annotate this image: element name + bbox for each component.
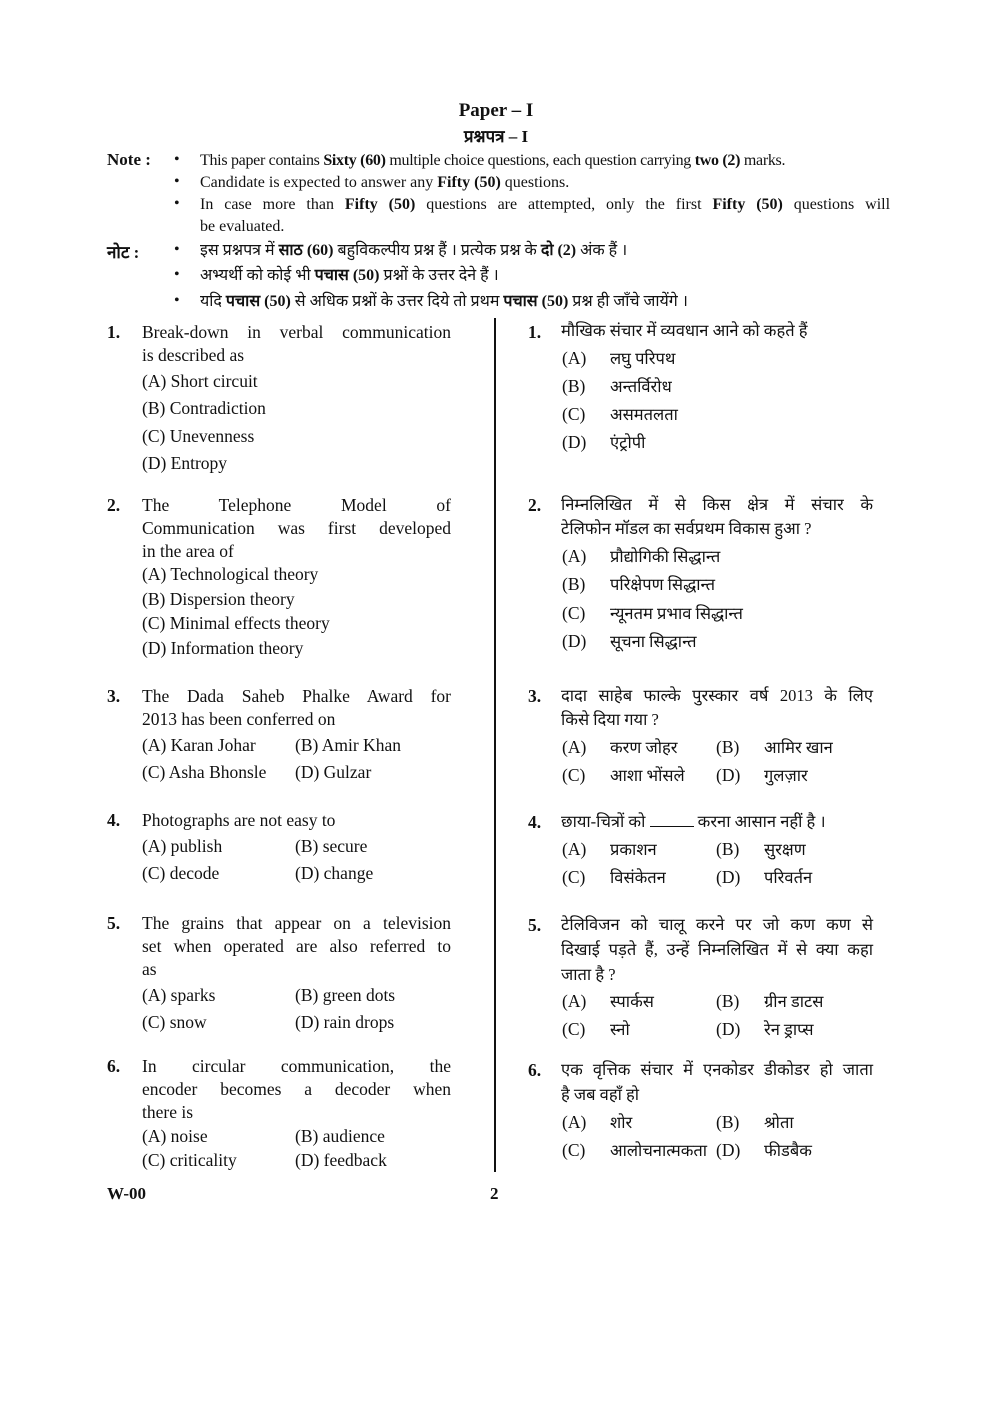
option-a: स्पार्कस: [610, 992, 654, 1011]
option-a: (A) Karan Johar: [142, 735, 256, 755]
option-c-label: (C): [562, 1019, 586, 1039]
option-c: स्नो: [610, 1020, 630, 1039]
option-d-label: (D): [716, 1019, 741, 1039]
note-line-2: Candidate is expected to answer any Fifty (50) questions.: [200, 174, 570, 191]
option-a: (A) Short circuit: [142, 371, 258, 391]
question-text: Break-down in verbal communication: [142, 322, 451, 342]
option-a-label: (A): [562, 839, 587, 859]
question-number: 3.: [107, 686, 121, 706]
question-text: एक वृत्तिक संचार में एनकोडर डीकोडर हो जाता: [561, 1060, 873, 1079]
option-b: अन्तर्विरोध: [610, 377, 672, 396]
option-d-label: (D): [716, 1140, 741, 1160]
question-text: encoder becomes a decoder when: [142, 1079, 451, 1099]
bullet-icon: •: [174, 173, 180, 190]
question-number: 4.: [107, 810, 121, 830]
option-c: (C) Unevenness: [142, 426, 255, 446]
option-b: (B) secure: [295, 836, 368, 856]
bullet-icon: •: [174, 241, 180, 258]
question-text: is described as: [142, 345, 245, 365]
page-number: 2: [490, 1184, 499, 1203]
option-c: (C) Minimal effects theory: [142, 613, 330, 633]
option-c: न्यूनतम प्रभाव सिद्धान्त: [610, 604, 743, 623]
option-c: (C) Asha Bhonsle: [142, 762, 267, 782]
question-text: there is: [142, 1102, 194, 1122]
question-text: In circular communication, the: [142, 1056, 451, 1076]
option-a-label: (A): [562, 546, 587, 566]
option-b-label: (B): [716, 991, 740, 1011]
question-number: 4.: [528, 812, 542, 832]
option-d: (D) change: [295, 863, 374, 883]
option-b: (B) audience: [295, 1126, 385, 1146]
option-c: असमतलता: [610, 405, 678, 424]
question-number: 6.: [528, 1060, 542, 1080]
question-text: 2013 has been conferred on: [142, 709, 336, 729]
question-text: है जब वहाँ हो: [561, 1085, 640, 1104]
question-text: दादा साहेब फाल्के पुरस्कार वर्ष 2013 के लिए: [561, 686, 873, 705]
note-label-hindi: नोट :: [107, 243, 140, 262]
option-b: श्रोता: [764, 1113, 794, 1132]
option-c: (C) snow: [142, 1012, 207, 1032]
question-number: 2.: [528, 495, 542, 515]
option-b: ग्रीन डाटस: [764, 992, 824, 1011]
option-c-label: (C): [562, 867, 586, 887]
option-c: (C) decode: [142, 863, 220, 883]
question-number: 1.: [107, 322, 121, 342]
option-d: (D) Entropy: [142, 453, 228, 473]
question-text: निम्नलिखित में से किस क्षेत्र में संचार के: [561, 495, 873, 514]
question-text: set when operated are also referred to: [142, 936, 451, 956]
question-number: 5.: [107, 913, 121, 933]
note-line-3: In case more than Fifty (50) questions are attempted, only the first Fifty (50) questions will: [200, 196, 891, 213]
note-line-1: This paper contains Sixty (60) multiple choice questions, each question carrying two (2) marks.: [200, 152, 786, 169]
question-text: छाया-चित्रों को करना आसान नहीं है ।: [561, 812, 826, 831]
option-b-label: (B): [716, 839, 740, 859]
option-c: आलोचनात्मकता: [610, 1141, 708, 1160]
question-text: as: [142, 959, 157, 979]
option-d: (D) rain drops: [295, 1012, 395, 1032]
option-a: (A) publish: [142, 836, 223, 856]
option-b: (B) Dispersion theory: [142, 589, 295, 609]
paper-code: W-00: [107, 1184, 147, 1203]
page-title: Paper – I: [458, 100, 534, 121]
question-text: The Telephone Model of: [142, 495, 451, 515]
option-a: (A) Technological theory: [142, 564, 319, 584]
option-d: (D) Information theory: [142, 638, 304, 658]
option-c-label: (C): [562, 765, 586, 785]
bullet-icon: •: [174, 151, 180, 168]
option-c-label: (C): [562, 404, 586, 424]
option-c-label: (C): [562, 1140, 586, 1160]
option-b: (B) Amir Khan: [295, 735, 401, 755]
question-number: 6.: [107, 1056, 121, 1076]
answer-blank: [650, 812, 694, 827]
bullet-icon: •: [174, 195, 180, 212]
option-a: लघु परिपथ: [610, 349, 676, 368]
question-text: टेलिफोन मॉडल का सर्वप्रथम विकास हुआ ?: [561, 519, 812, 538]
bullet-icon: •: [174, 292, 180, 309]
option-a-label: (A): [562, 348, 587, 368]
option-d-label: (D): [716, 765, 741, 785]
question-text: किसे दिया गया ?: [561, 710, 659, 729]
question-number: 5.: [528, 915, 542, 935]
question-number: 2.: [107, 495, 121, 515]
option-d: फीडबैक: [764, 1141, 812, 1160]
option-a: शोर: [610, 1113, 633, 1132]
option-b: परिक्षेपण सिद्धान्त: [610, 575, 716, 594]
option-d: (D) feedback: [295, 1150, 387, 1170]
option-c: विसंकेतन: [610, 868, 666, 887]
question-text: जाता है ?: [561, 965, 616, 984]
question-text: Photographs are not easy to: [142, 810, 336, 830]
option-a: प्रौद्योगिकी सिद्धान्त: [610, 547, 721, 566]
option-d-label: (D): [716, 867, 741, 887]
note-hindi-line-2: अभ्यर्थी को कोई भी पचास (50) प्रश्नों के उत्तर देने हैं ।: [200, 267, 499, 284]
option-b: (B) Contradiction: [142, 398, 266, 418]
option-d: रेन ड्राप्स: [764, 1020, 814, 1039]
option-a: (A) sparks: [142, 985, 216, 1005]
option-b: सुरक्षण: [764, 840, 806, 859]
option-b: (B) green dots: [295, 985, 396, 1005]
note-line-3-cont: be evaluated.: [200, 218, 285, 235]
column-divider: [494, 318, 496, 1172]
question-text: दिखाई पड़ते हैं, उन्हें निम्नलिखित में से क्या कहा: [561, 940, 873, 959]
option-d: (D) Gulzar: [295, 762, 372, 782]
note-label: Note :: [107, 150, 151, 169]
option-d: गुलज़ार: [764, 766, 808, 785]
option-b-label: (B): [716, 737, 740, 757]
note-hindi-line-3: यदि पचास (50) से अधिक प्रश्नों के उत्तर दिये तो प्रथम पचास (50) प्रश्न ही जाँचे जायेंगे ।: [200, 293, 688, 310]
page-title-hindi: प्रश्नपत्र – I: [463, 127, 529, 146]
option-d: एंट्रोपी: [610, 433, 646, 452]
option-b-label: (B): [562, 574, 586, 594]
option-a-label: (A): [562, 737, 587, 757]
option-a-label: (A): [562, 1112, 587, 1132]
option-d-label: (D): [562, 432, 587, 452]
note-hindi-line-1: इस प्रश्नपत्र में साठ (60) बहुविकल्पीय प्रश्न हैं । प्रत्येक प्रश्न के दो (2) अंक हैं ।: [200, 242, 628, 259]
option-b-label: (B): [562, 376, 586, 396]
option-d: सूचना सिद्धान्त: [610, 632, 697, 651]
question-text: The grains that appear on a television: [142, 913, 451, 933]
question-text: टेलिविजन को चालू करने पर जो कण कण से: [561, 915, 873, 934]
bullet-icon: •: [174, 266, 180, 283]
option-c: (C) criticality: [142, 1150, 237, 1170]
option-a: (A) noise: [142, 1126, 208, 1146]
question-number: 1.: [528, 322, 542, 342]
option-d: परिवर्तन: [764, 868, 813, 887]
option-b: आमिर खान: [764, 738, 833, 757]
question-text: The Dada Saheb Phalke Award for: [142, 686, 451, 706]
option-c: आशा भोंसले: [610, 766, 685, 785]
question-text: in the area of: [142, 541, 234, 561]
option-c-label: (C): [562, 603, 586, 623]
option-b-label: (B): [716, 1112, 740, 1132]
option-a: करण जोहर: [610, 738, 678, 757]
option-a-label: (A): [562, 991, 587, 1011]
question-number: 3.: [528, 686, 542, 706]
question-text: Communication was first developed: [142, 518, 451, 538]
option-a: प्रकाशन: [610, 840, 657, 859]
question-text: मौखिक संचार में व्यवधान आने को कहते हैं: [561, 321, 808, 340]
option-d-label: (D): [562, 631, 587, 651]
